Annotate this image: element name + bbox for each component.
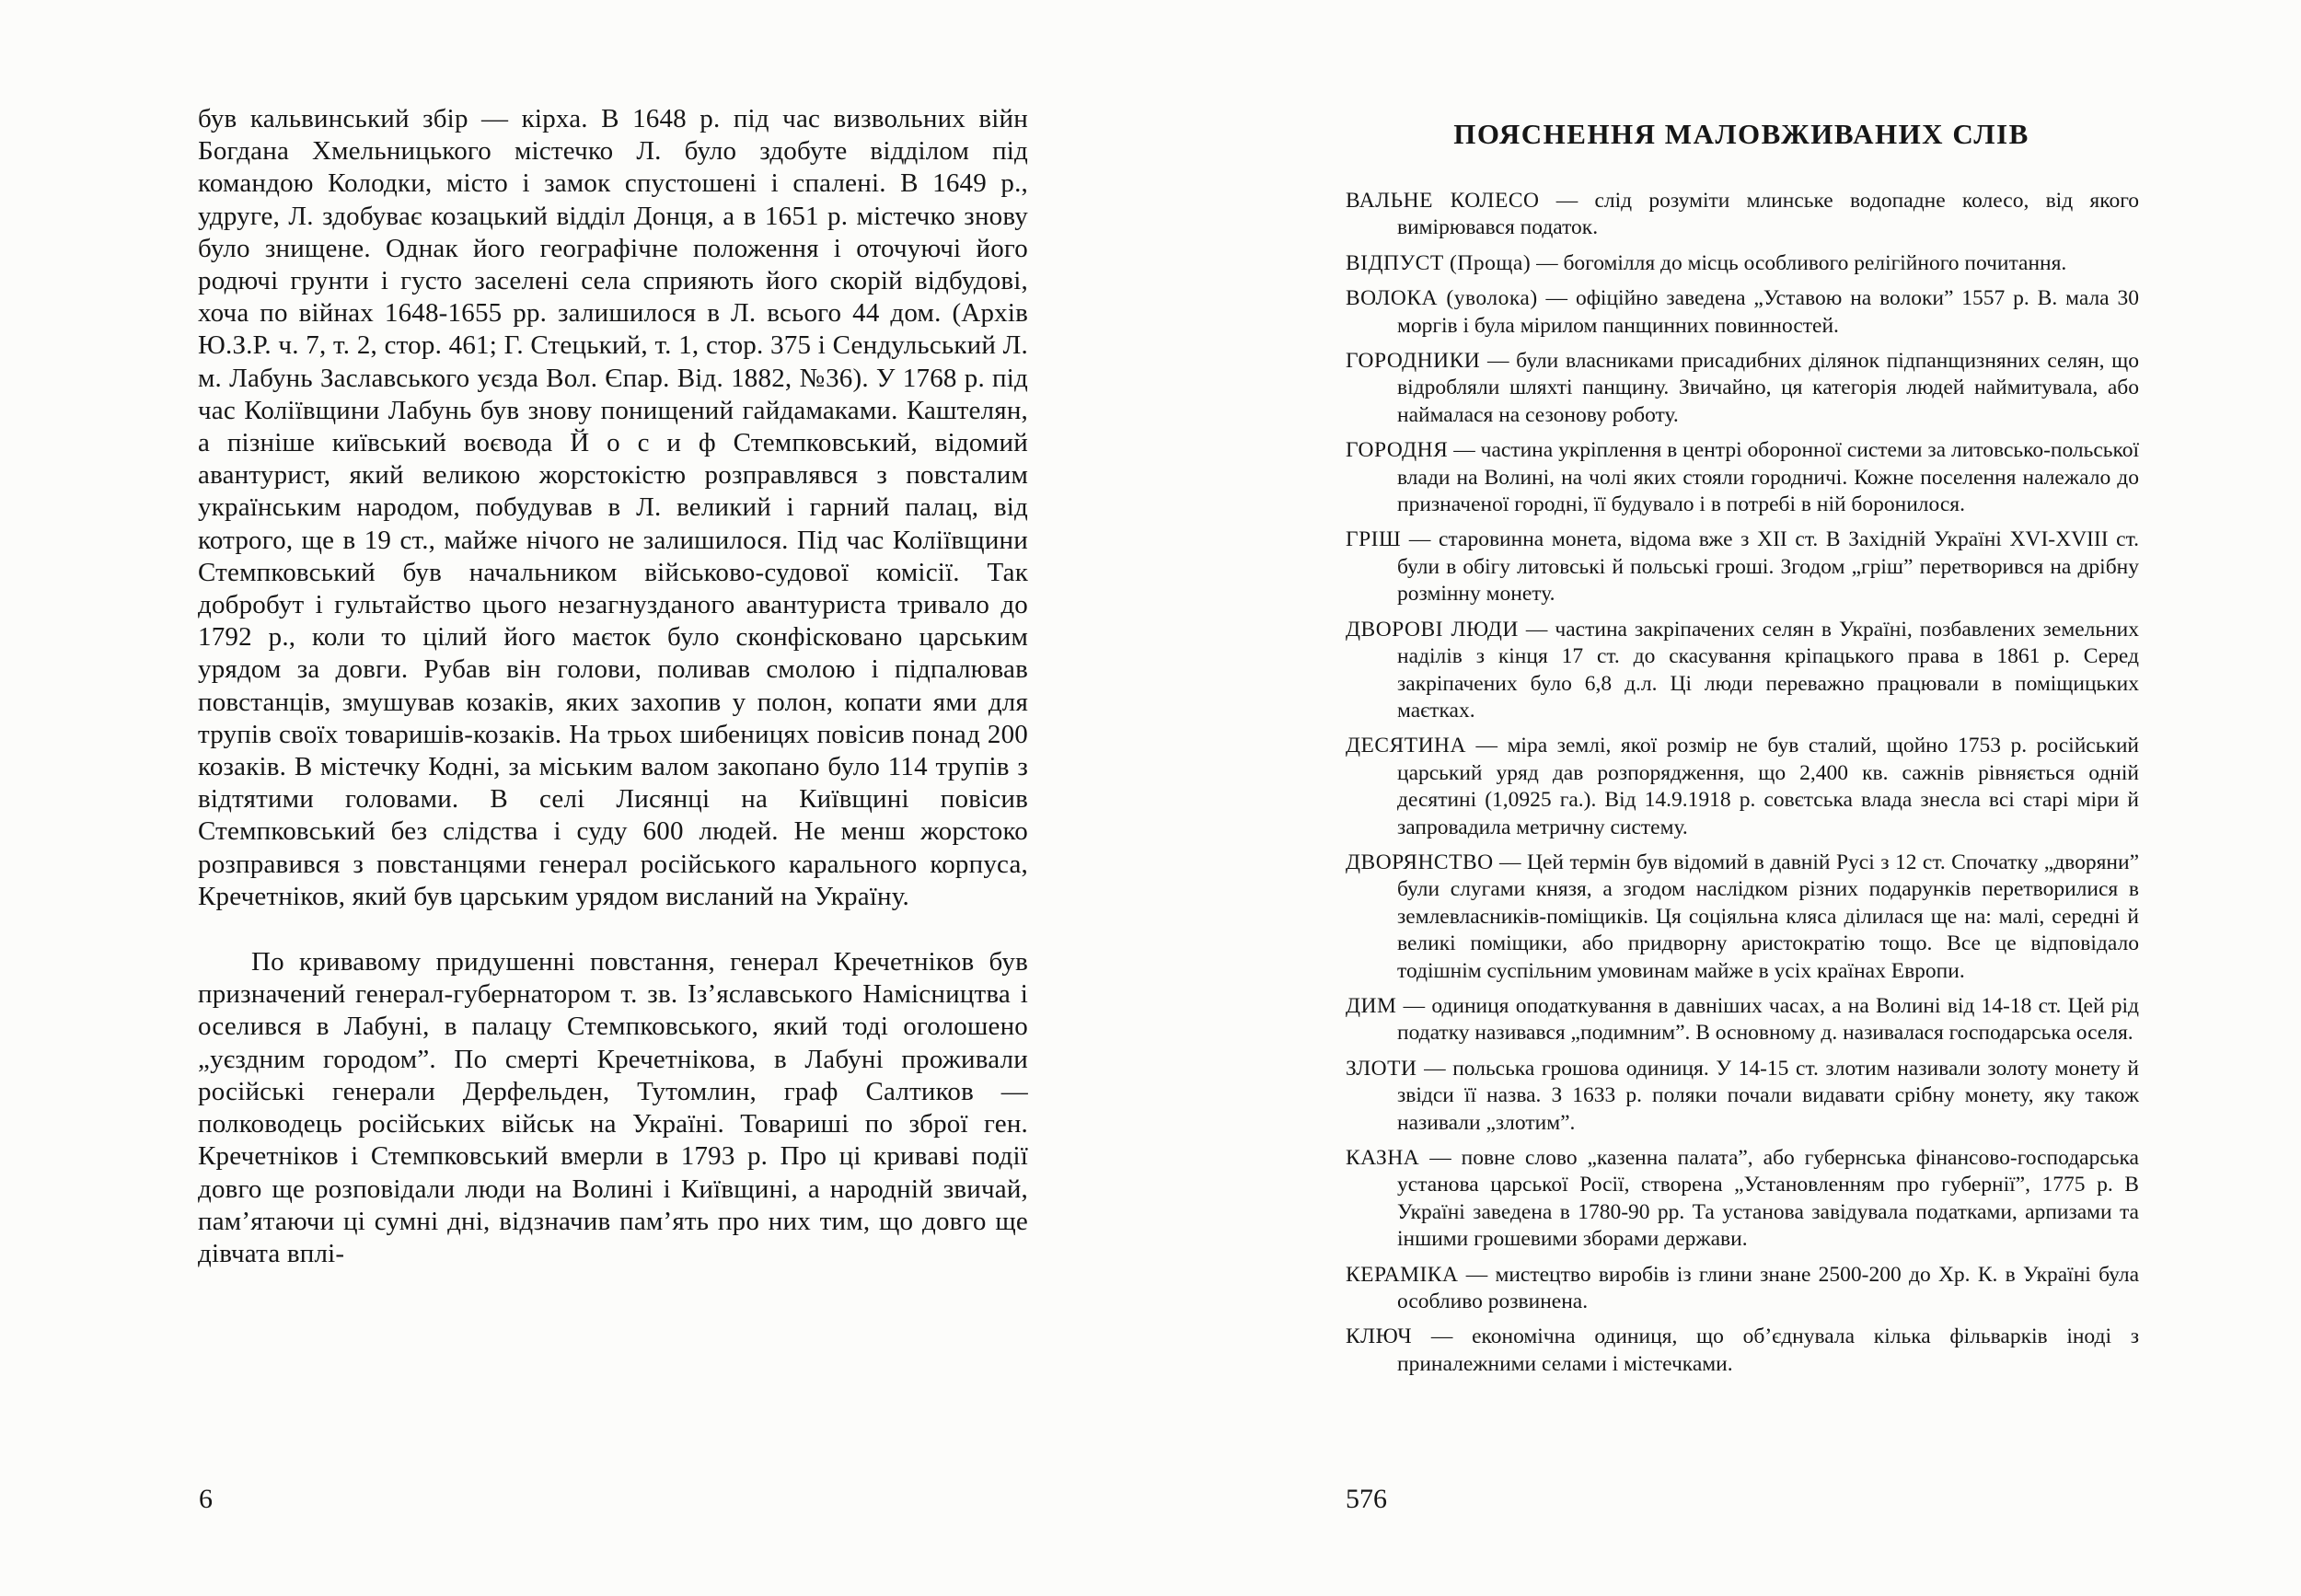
glossary-term: КЕРАМІКА (1346, 1262, 1459, 1287)
glossary-entry (1346, 250, 2139, 277)
glossary-entry (1346, 1262, 2139, 1316)
glossary-entry (1346, 285, 2139, 340)
glossary-entry (1346, 348, 2139, 429)
glossary-term: ЗЛОТИ (1346, 1056, 1417, 1081)
paragraph: був кальвинський збір — кірха. В 1648 р. під час визвольних війн Богдана Хмельницького містечко Л. було здобуте відділом під командою Колодки, місто і замок спустошені і спалені. В 1649 р., удруге, Л. здобуває козацький відділ Донця, а в 1651 р. містечко знову було знищене. Однак його географічне положення і оточуючі його родючі грунти і густо заселені села сприяють його скорій відбудові, хоча по війнах 1648-1655 рр. залишилося в Л. всього 44 дом. (Архів Ю.З.Р. ч. 7, т. 2, стор. 461; Г. Стецький, т. 1, стор. 375 і Сендульський Л. м. Лабунь Заславського уєзда Вол. Єпар. Від. 1882, №36). У 1768 р. під час Коліївщини Лабунь був знову понищений гайдамаками. Каштелян, а пізніше київський воєвода Й о с и ф Стемпковський, відомий авантурист, який великою жорстокістю розправлявся з повсталим українським народом, побудував в Л. великий і гарний палац, від котрого, ще в 19 ст., майже нічого не залишилося. Під час Коліївщини Стемпковський був начальником військово-судової комісії. Так добробут і гультайство цього незагнузданого авантуриста тривало до 1792 р., коли то цілий його маєток було сконфісковано царським урядом за довги. Рубав він голови, поливав смолою і підпалював повстанців, змушував козаків, яких захопив у полон, копати ями для трупів своїх товаришів-козаків. На трьох шибеницях повісив понад 200 козаків. В містечку Кодні, за міським валом закопано було 114 трупів з відтятими головами. В селі Лисянці на Київщині повісив Стемпковський без слідства і суду 600 людей. Не менш жорстоко розправився з повстанцями генерал російського карального корпуса, Кречетніков, який був царським урядом висланий на Україну. (198, 104, 1028, 911)
glossary-definition: богомілля до місць особливого релігійного почитання. (1563, 250, 2067, 275)
glossary-entry (1346, 526, 2139, 607)
term-separator: — (1419, 1146, 1462, 1170)
glossary-definition: були власниками присадибних ділянок підпанщизняних селян, що відробляли шляхті панщину. Звичайно, ця категорія людей наймитувала, або наймалася на сезонову роботу. (1397, 349, 2139, 427)
left-page-number: 6 (199, 1484, 213, 1514)
glossary-entry (1346, 733, 2139, 841)
glossary-definition: Цей термін був відомий в давній Русі з 12 ст. Спочатку „дворяни” були слугами князя, а згодом наслідком різних подарунків перетворилися в землевласників-поміщиків. Ця соціяльна кляса ділилася ще на: малі, середні й великі поміщики, або придворну аристократію тощо. Все це відповідало тодішнім суспільним умовинам майже в усіх країнах Европи. (1397, 850, 2139, 983)
glossary-term: ВОЛОКА (уволока) (1346, 286, 1538, 311)
glossary-term: ДИМ (1346, 993, 1397, 1018)
term-separator: — (1448, 438, 1481, 463)
glossary-entry (1346, 1324, 2139, 1378)
term-separator: — (1493, 850, 1528, 874)
glossary-term: ГОРОДНИКИ (1346, 349, 1481, 374)
glossary-entry (1346, 1145, 2139, 1254)
glossary-term: ДЕСЯТИНА (1346, 734, 1467, 758)
term-separator: — (1458, 1262, 1496, 1287)
glossary-entry (1346, 617, 2139, 725)
glossary-term: КАЗНА (1346, 1146, 1420, 1170)
term-separator: — (1466, 734, 1508, 758)
glossary-definition: частина закріпачених селян в Україні, позбавлених земельних наділів з кінця 17 ст. до скасування кріпацького права в 1861 р. Серед закріпачених було 6,8 д.л. Ці люди переважно працювали в поміщицьких маєтках. (1397, 617, 2139, 723)
glossary-definition: старовинна монета, відома вже з XII ст. В Західній Україні XVI-XVIII ст. були в обігу литовські й польські гроші. Згодом „гріш” перетворився на дрібну розмінну монету. (1397, 527, 2139, 607)
glossary-term: ГОРОДНЯ (1346, 438, 1449, 463)
glossary-definition: польська грошова одиниця. У 14-15 ст. злотим називали золоту монету й звідси її назва. З 1633 р. поляки почали видавати срібну монету, яку також називали „злотим”. (1397, 1056, 2139, 1135)
term-separator: — (1539, 189, 1595, 213)
glossary-term: КЛЮЧ (1346, 1324, 1413, 1349)
term-separator: — (1396, 993, 1432, 1018)
glossary-entry (1346, 188, 2139, 242)
glossary-definition: мистецтво виробів із глини знане 2500-200 до Хр. К. в Україні була особливо розвинена. (1397, 1262, 2140, 1314)
term-separator: — (1401, 527, 1440, 552)
glossary-definition: офіційно заведена „Уставою на волоки” 1557 р. В. мала 30 моргів і була мірилом панщинних повинностей. (1397, 286, 2139, 338)
glossary-definition: одиниця оподаткування в давніших часах, а на Волині від 14-18 ст. Цей рід податку називався „подимним”. В основному д. називалася господарська оселя. (1397, 993, 2140, 1046)
glossary-title: ПОЯСНЕННЯ МАЛОВЖИВАНИХ СЛІВ (1453, 118, 2029, 150)
right-page-number: 576 (1346, 1484, 1387, 1514)
glossary-entry (1346, 850, 2139, 985)
glossary-definition: слід розуміти млинське водопадне колесо, від якого вимірювався податок. (1397, 189, 2139, 240)
glossary-term: ДВОРОВІ ЛЮДИ (1346, 617, 1519, 642)
glossary-entry (1346, 437, 2139, 518)
term-separator: — (1537, 286, 1576, 311)
glossary-term: ВАЛЬНЕ КОЛЕСО (1346, 189, 1540, 213)
term-separator: — (1518, 617, 1555, 642)
term-separator: — (1412, 1324, 1473, 1349)
glossary-list (1346, 188, 2139, 1386)
glossary-definition: економічна одиниця, що об’єднувала кілька фільварків іноді з приналежними селами і містечками. (1397, 1324, 2139, 1376)
glossary-entry (1346, 1056, 2139, 1137)
left-page-body (198, 103, 1028, 1270)
glossary-term: ДВОРЯНСТВО (1346, 850, 1494, 874)
glossary-definition: міра землі, якої розмір не був сталий, щойно 1753 р. російський царський уряд дав розпорядження, що 2,400 кв. сажнів рівняється одній десятині (1,0925 га.). Від 14.9.1918 р. совєтська влада знесла всі старі міри й запровадила метричну систему. (1397, 734, 2139, 839)
glossary-entry (1346, 993, 2139, 1047)
paragraph: По кривавому придушенні повстання, генерал Кречетніков був призначений генерал-губернатором т. зв. Із’яславського Намісництва і оселився в Лабуні, в палацу Стемпковського, який тоді оголошено „уєздним городом”. По смерті Кречетнікова, в Лабуні проживали російські генерали Дерфельден, Тутомлин, граф Салтиков — полководець російських військ на Україні. Товариші по зброї ген. Кречетніков і Стемпковський вмерли в 1793 р. Про ці криваві події довго ще розповідали люди на Волині і Київщині, а народній звичай, пам’ятаючи ці сумні дні, відзначив пам’ять про них тим, що довго ще дівчата вплі- (198, 947, 1028, 1268)
term-separator: — (1531, 250, 1564, 275)
glossary-term: ВІДПУСТ (Проща) (1346, 250, 1532, 275)
glossary-term: ГРІШ (1346, 527, 1402, 552)
term-separator: — (1416, 1056, 1453, 1081)
term-separator: — (1480, 349, 1517, 374)
glossary-definition: частина укріплення в центрі оборонної системи за литовсько-польської влади на Волині, на чолі яких стояли городничі. Кожне поселення належало до призначеної городні, її будувало і в потребі в ній боронилося. (1397, 438, 2140, 517)
glossary-definition: повне слово „казенна палата”, або губернська фінансово-господарська установа царської Росії, створена „Установленням про губернії”, 1775 р. В Україні заведена в 1780-90 рр. Та установа завідувала податками, арпизами та іншими грошевими зборами держави. (1397, 1146, 2139, 1252)
